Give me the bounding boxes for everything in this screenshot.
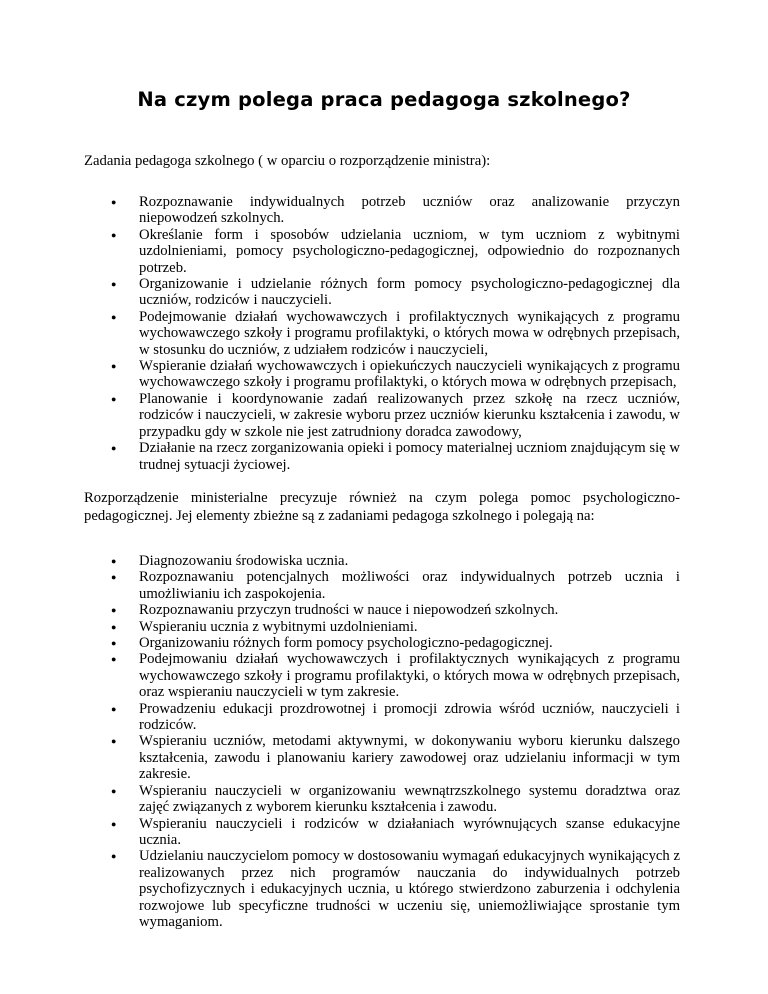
list-item-text: Rozpoznawaniu przyczyn trudności w nauce i niepowodzeń szkolnych. <box>139 602 559 619</box>
list-item-text: Określanie form i sposobów udzielania uczniom, w tym uczniom z wybitnymi uzdolnieniami, pomocy psychologiczno-pedagogicznej, odpowiednio do rozpoznanych potrzeb. <box>139 226 680 276</box>
list-item-text: Organizowanie i udzielanie różnych form pomocy psychologiczno-pedagogicznej dla uczniów, rodziców i nauczycieli. <box>139 276 680 309</box>
list-item <box>0 276 680 309</box>
list-item-text: Wspieraniu nauczycieli i rodziców w działaniach wyrównujących szanse edukacyjne ucznia. <box>139 815 680 848</box>
list-item-text: Działanie na rzecz zorganizowania opieki i pomocy materialnej uczniom znajdującym się w trudnej sytuacji życiowej. <box>139 440 680 473</box>
bullet-icon: ● <box>111 443 117 454</box>
list-item-text: Rozpoznawaniu potencjalnych możliwości oraz indywidualnych potrzeb ucznia i umożliwianiu ich zaspokojenia. <box>139 569 680 602</box>
bullet-icon: ● <box>111 279 117 290</box>
bullet-icon: ● <box>111 311 117 322</box>
list-item <box>0 440 680 473</box>
list-item <box>0 602 680 618</box>
list-item <box>0 309 680 358</box>
list-item-text: Planowanie i koordynowanie zadań realizowanych przez szkołę na rzecz uczniów, rodziców i nauczycieli, w zakresie wyboru przez uczniów kierunku kształcenia i zawodu, w przypadku gdy w szkole nie jest zatrudniony doradca zawodowy, <box>139 390 680 440</box>
bullet-icon: ● <box>111 197 117 207</box>
list-item <box>0 783 680 816</box>
list-item <box>0 635 680 651</box>
list-item <box>0 194 680 227</box>
bullet-icon: ● <box>111 572 117 583</box>
bullet-icon: ● <box>111 736 117 747</box>
list-item <box>0 651 680 700</box>
list-item-text: Wspieraniu uczniów, metodami aktywnymi, w dokonywaniu wyboru kierunku dalszego kształcenia, zawodu i planowaniu kariery zawodowej oraz udzielaniu informacji w tym zakresie. <box>139 733 680 783</box>
list-item <box>0 848 680 930</box>
bullet-icon: ● <box>111 361 117 372</box>
help-intro: Rozporządzenie ministerialne precyzuje również na czym polega pomoc psychologiczno-pedagogicznej. Jej elementy zbieżne są z zadaniami pedagoga szkolnego i polegają na: <box>84 490 680 524</box>
bullet-icon: ● <box>111 785 117 796</box>
bullet-icon: ● <box>111 605 117 616</box>
bullet-icon: ● <box>111 818 117 829</box>
list-item <box>0 227 680 276</box>
list-item <box>0 733 680 782</box>
list-item <box>0 358 680 391</box>
bullet-icon: ● <box>111 621 117 632</box>
list-item-text: Rozpoznawanie indywidualnych potrzeb uczniów oraz analizowanie przyczyn niepowodzeń szkolnych. <box>139 194 680 227</box>
tasks-intro: Zadania pedagoga szkolnego ( w oparciu o rozporządzenie ministra): <box>84 153 491 169</box>
list-item <box>0 391 680 440</box>
list-item <box>0 816 680 849</box>
list-item-text: Wspieraniu nauczycieli w organizowaniu wewnątrzszkolnego systemu doradztwa oraz zajęć związanych z wyborem kierunku kształcenia i zawodu. <box>139 782 680 816</box>
list-item <box>0 619 680 635</box>
list-item-text: Podejmowaniu działań wychowawczych i profilaktycznych wynikających z programu wychowawczego szkoły i programu profilaktyki, o których mowa w odrębnych przepisach, oraz wspieraniu nauczycieli w tym zakresie. <box>139 651 680 701</box>
tasks-list <box>0 194 768 473</box>
bullet-icon: ● <box>111 703 117 714</box>
bullet-icon: ● <box>111 229 117 240</box>
bullet-icon: ● <box>111 638 117 649</box>
list-item-text: Diagnozowaniu środowiska ucznia. <box>139 553 349 569</box>
list-item <box>0 553 680 569</box>
list-item <box>0 569 680 602</box>
bullet-icon: ● <box>111 393 117 404</box>
bullet-icon: ● <box>111 851 117 862</box>
list-item-text: Wspieranie działań wychowawczych i opiekuńczych nauczycieli wynikających z programu wychowawczego szkoły i programu profilaktyki, o których mowa w odrębnych przepisach, <box>139 358 680 391</box>
list-item-text: Wspieraniu ucznia z wybitnymi uzdolnieniami. <box>139 618 418 635</box>
page-title: Na czym polega praca pedagoga szkolnego? <box>137 88 631 111</box>
bullet-icon: ● <box>111 556 117 566</box>
bullet-icon: ● <box>111 654 117 665</box>
list-item-text: Prowadzeniu edukacji prozdrowotnej i promocji zdrowia wśród uczniów, nauczycieli i rodziców. <box>139 700 680 734</box>
list-item-text: Organizowaniu różnych form pomocy psychologiczno-pedagogicznej. <box>139 635 553 652</box>
list-item-text: Podejmowanie działań wychowawczych i profilaktycznych wynikających z programu wychowawczego szkoły i programu profilaktyki, o których mowa w odrębnych przepisach, w stosunku do uczniów, z udziałem rodziców i nauczycieli, <box>139 308 680 358</box>
list-item <box>0 701 680 734</box>
help-list <box>0 553 768 930</box>
list-item-text: Udzielaniu nauczycielom pomocy w dostosowaniu wymagań edukacyjnych wynikających z realizowanych przez nich programów nauczania do indywidualnych potrzeb psychofizycznych i edukacyjnych ucznia, u którego stwierdzono zaburzenia i odchylenia rozwojowe lub specyficzne trudności w uczeniu się, uniemożliwiające sprostanie tym wymaganiom. <box>139 848 680 930</box>
